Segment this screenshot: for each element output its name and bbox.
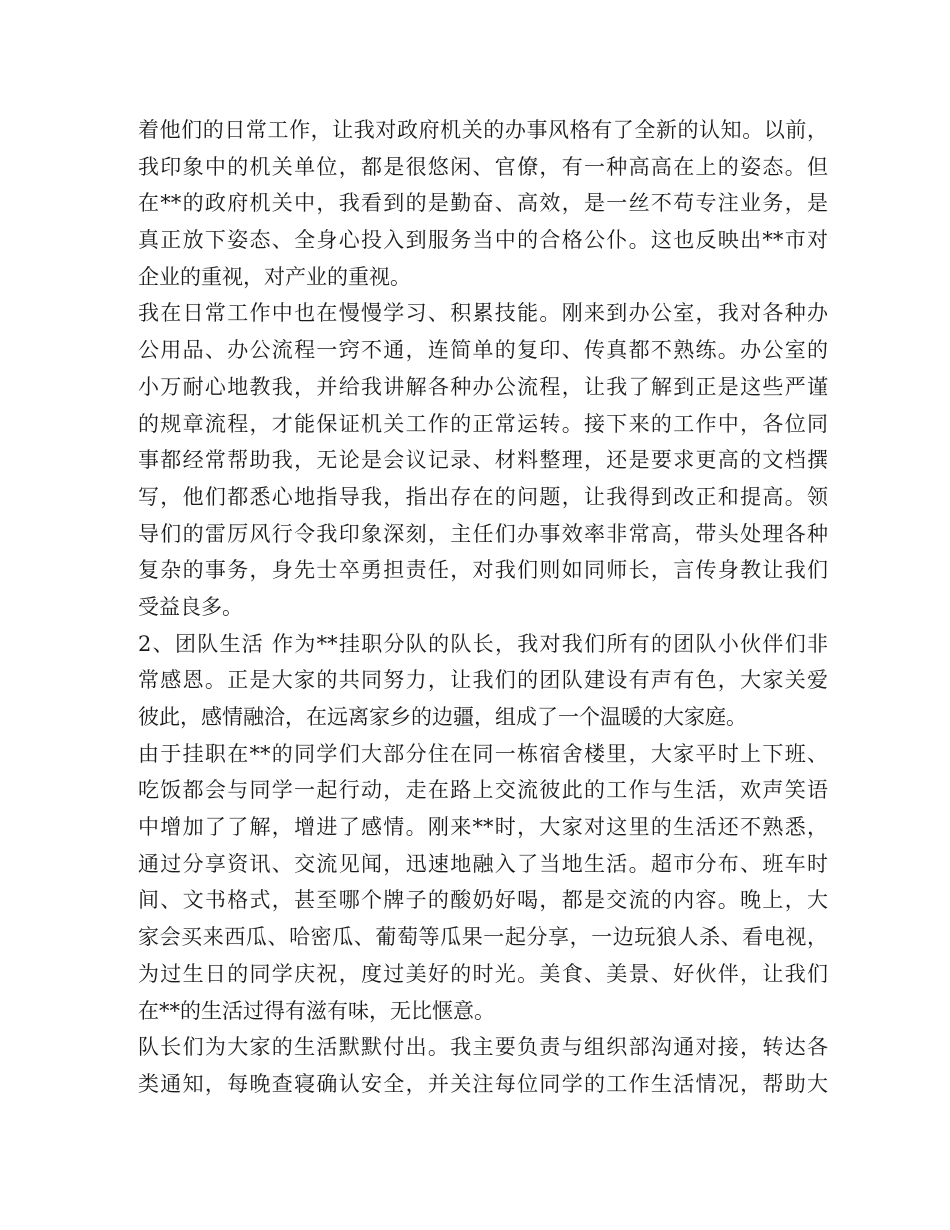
text-line: 受益良多。 — [138, 594, 243, 619]
text-line: 类通知，每晚查寝确认安全，并关注每位同学的工作生活情况，帮助大 — [138, 1071, 828, 1096]
text-line: 复杂的事务，身先士卒勇担责任，对我们则如同师长，言传身教让我们 — [138, 558, 828, 583]
text-line: 由于挂职在**的同学们大部分住在同一栋宿舍楼里，大家平时上下班、 — [138, 741, 828, 766]
text-line: 小万耐心地教我，并给我讲解各种办公流程，让我了解到正是这些严谨 — [138, 374, 828, 399]
text-line: 导们的雷厉风行令我印象深刻，主任们办事效率非常高，带头处理各种 — [138, 521, 828, 546]
text-line: 队长们为大家的生活默默付出。我主要负责与组织部沟通对接，转达各 — [138, 1035, 828, 1060]
body-text — [138, 112, 828, 1103]
text-line: 企业的重视，对产业的重视。 — [138, 264, 411, 289]
text-line: 在**的政府机关中，我看到的是勤奋、高效，是一丝不苟专注业务，是 — [138, 191, 828, 216]
text-line: 吃饭都会与同学一起行动，走在路上交流彼此的工作与生活，欢声笑语 — [138, 778, 828, 803]
text-line: 彼此，感情融洽，在远离家乡的边疆，组成了一个温暖的大家庭。 — [138, 705, 747, 729]
text-line: 通过分享资讯、交流见闻，迅速地融入了当地生活。超市分布、班车时 — [138, 851, 828, 876]
text-line: 写，他们都悉心地指导我，指出存在的问题，让我得到改正和提高。领 — [138, 484, 828, 509]
text-line: 事都经常帮助我，无论是会议记录、材料整理，还是要求更高的文档撰 — [138, 448, 828, 473]
text-line: 在**的生活过得有滋有味，无比惬意。 — [138, 998, 495, 1023]
text-line: 家会买来西瓜、哈密瓜、葡萄等瓜果一起分享，一边玩狼人杀、看电视， — [138, 925, 828, 950]
text-line: 的规章流程，才能保证机关工作的正常运转。接下来的工作中，各位同 — [138, 411, 828, 436]
text-line: 2、团队生活 作为**挂职分队的队长，我对我们所有的团队小伙伴们非 — [138, 631, 828, 656]
text-line: 中增加了了解，增进了感情。刚来**时，大家对这里的生活还不熟悉， — [138, 815, 828, 840]
text-line: 真正放下姿态、全身心投入到服务当中的合格公仆。这也反映出**市对 — [138, 228, 828, 253]
text-line: 我在日常工作中也在慢慢学习、积累技能。刚来到办公室，我对各种办 — [138, 301, 828, 326]
text-line: 间、文书格式，甚至哪个牌子的酸奶好喝，都是交流的内容。晚上，大 — [138, 888, 828, 913]
text-line: 公用品、办公流程一窍不通，连简单的复印、传真都不熟练。办公室的 — [138, 338, 828, 363]
text-line: 为过生日的同学庆祝，度过美好的时光。美食、美景、好伙伴，让我们 — [138, 961, 828, 986]
text-line: 我印象中的机关单位，都是很悠闲、官僚，有一种高高在上的姿态。但 — [138, 154, 828, 179]
text-line: 着他们的日常工作，让我对政府机关的办事风格有了全新的认知。以前， — [138, 118, 828, 142]
text-line: 常感恩。正是大家的共同努力，让我们的团队建设有声有色，大家关爱 — [138, 668, 828, 693]
